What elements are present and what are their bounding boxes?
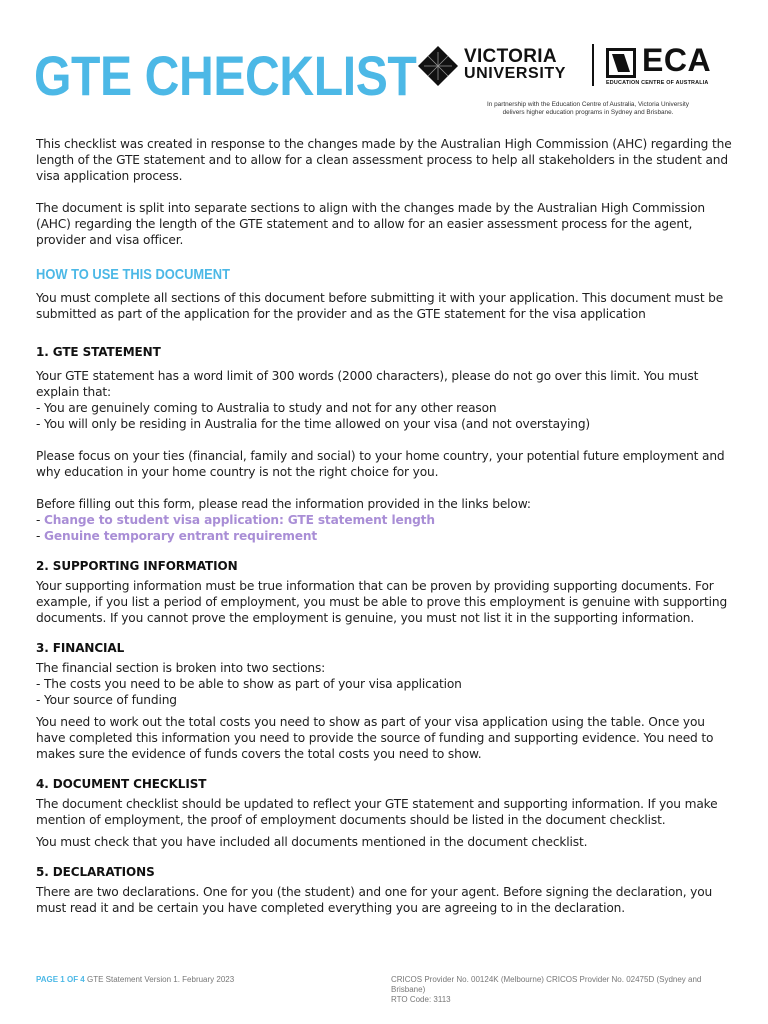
section-1-heading: 1. GTE STATEMENT (36, 345, 161, 359)
section-3-bullet-1: - The costs you need to be able to show as part of your visa application (36, 677, 462, 691)
section-3-bullet-2: - Your source of funding (36, 693, 177, 707)
section-4-paragraph-2: You must check that you have included all documents mentioned in the document checklist. (36, 835, 588, 849)
footer-provider-info (391, 975, 736, 1005)
section-1-paragraph-1: Your GTE statement has a word limit of 300 words (2000 characters), please do not go over this limit. You must explain that: (36, 369, 699, 399)
eca-logo-icon (606, 48, 636, 78)
partnership-line2: delivers higher education programs in Sydney and Brisbane. (502, 109, 674, 116)
logo-vu-line2: UNIVERSITY (464, 65, 567, 82)
logo-vu-line1: VICTORIA (464, 46, 557, 67)
victoria-university-wordmark (464, 48, 566, 82)
intro-paragraph-2: The document is split into separate sections to align with the changes made by the Australian High Commission (AHC) regarding the length of the GTE statement and to allow for an easier assessment process for the agent, provider and visa officer. (36, 201, 705, 247)
page-number: PAGE 1 OF 4 (36, 975, 85, 984)
logo-eca-subtitle: EDUCATION CENTRE OF AUSTRALIA (606, 80, 709, 86)
section-2-heading: 2. SUPPORTING INFORMATION (36, 559, 238, 573)
section-4-paragraph-1: The document checklist should be updated to reflect your GTE statement and supporting information. If you make mention of employment, the proof of employment documents should be listed in the document checklist. (36, 797, 718, 827)
section-3-paragraph-2: You need to work out the total costs you need to show as part of your visa application using the table. Once you have completed this information you need to provide the source of funding and supporting evidence. You need to makes sure the evidence of funds covers the total costs you need to show. (36, 715, 714, 761)
cricos-text: CRICOS Provider No. 00124K (Melbourne) CRICOS Provider No. 02475D (Sydney and Brisbane) (391, 975, 702, 994)
section-1-paragraph-3: Before filling out this form, please read the information provided in the links below: (36, 497, 531, 511)
section-1-paragraph-2: Please focus on your ties (financial, family and social) to your home country, your potential future employment and why education in your home country is not the right choice for you. (36, 449, 725, 479)
section-3-heading: 3. FINANCIAL (36, 641, 125, 655)
partner-logos (416, 42, 734, 90)
section-5-heading: 5. DECLARATIONS (36, 865, 155, 879)
link-dash: - (36, 513, 44, 527)
section-1-bullet-2: - You will only be residing in Australia for the time allowed on your visa (and not overstaying) (36, 417, 591, 431)
section-1-bullet-1: - You are genuinely coming to Australia to study and not for any other reason (36, 401, 497, 415)
logo-eca-wordmark: ECA (642, 42, 712, 78)
section-5-paragraph-1: There are two declarations. One for you (the student) and one for your agent. Before signing the declaration, you must read it and be certain you have completed everything you are agreeing to in the declaration. (36, 885, 713, 915)
how-to-text: You must complete all sections of this document before submitting it with your application. This document must be submitted as part of the application for the provider and as the GTE statement for the visa application (36, 291, 724, 321)
document-version: GTE Statement Version 1. February 2023 (87, 975, 235, 984)
section-2-paragraph-1: Your supporting information must be true information that can be proven by providing supporting documents. For example, if you list a period of employment, you must be able to prove this employment is genuine with supporting documents. If you cannot prove the employment is genuine, you must not list it in the supporting information. (36, 579, 728, 625)
section-1-link-row-2 (36, 528, 736, 544)
link-dash: - (36, 529, 44, 543)
logo-divider (592, 44, 594, 86)
link-gte-statement-length[interactable]: Change to student visa application: GTE statement length (43, 513, 435, 527)
partnership-note (440, 101, 736, 117)
how-to-heading: HOW TO USE THIS DOCUMENT (36, 266, 230, 283)
partnership-line1: In partnership with the Education Centre of Australia, Victoria University (487, 101, 689, 108)
section-3-paragraph-1: The financial section is broken into two sections: (36, 661, 326, 675)
intro-paragraph-1: This checklist was created in response to the changes made by the Australian High Commission (AHC) regarding the length of the GTE statement and to allow for a clean assessment process to help all stakeholders in the student and visa application process. (36, 137, 732, 183)
section-4-heading: 4. DOCUMENT CHECKLIST (36, 777, 207, 791)
section-1-link-row-1 (36, 512, 736, 528)
link-genuine-temporary-entrant[interactable]: Genuine temporary entrant requirement (43, 529, 318, 543)
victoria-university-logo-icon (418, 46, 458, 86)
page-title: GTE CHECKLIST (34, 44, 417, 107)
document-body (36, 136, 736, 916)
footer-page-info (36, 975, 234, 984)
rto-code: RTO Code: 3113 (391, 995, 451, 1004)
